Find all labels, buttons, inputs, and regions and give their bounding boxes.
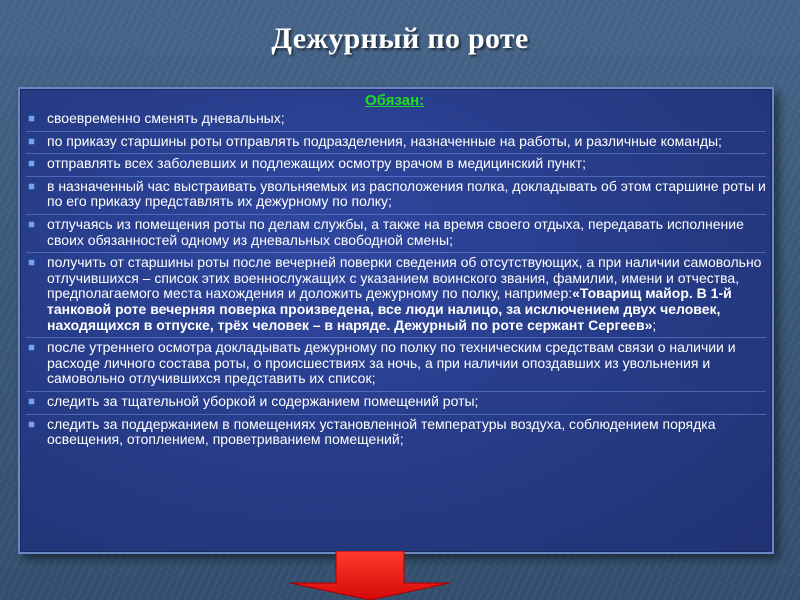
duty-item-2 bbox=[26, 134, 766, 155]
duty-item-text: в назначенный час выстраивать увольняемых из расположения полка, докладывать об этом старшине роты и по его приказу представлять их дежурному по полку; bbox=[47, 177, 766, 210]
square-bullet-icon bbox=[29, 345, 34, 350]
duty-item-text: следить за тщательной уборкой и содержанием помещений роты; bbox=[47, 392, 479, 409]
square-bullet-icon bbox=[29, 184, 34, 189]
duty-item-text: отправлять всех заболевших и подлежащих осмотру врачом в медицинский пункт; bbox=[47, 155, 586, 172]
square-bullet-icon bbox=[29, 260, 34, 265]
duty-item-5 bbox=[26, 217, 766, 253]
duty-list bbox=[26, 111, 766, 454]
duty-item-tail: ; bbox=[652, 316, 657, 333]
down-arrow-icon[interactable] bbox=[288, 551, 452, 600]
duty-item-6 bbox=[26, 255, 766, 338]
duty-item-text: получить от старшины роты после вечерней поверки сведения об отсутствующих, а при наличии самовольно отлучившихся – список этих военнослужащих с указанием воинского звания, фамилии, имени и отчества, предполагаемого места нахождения и доложить дежурному по полку, например: bbox=[47, 254, 762, 302]
slide-title: Дежурный по роте bbox=[271, 22, 529, 55]
duty-item-4 bbox=[26, 179, 766, 215]
duty-item-3 bbox=[26, 156, 766, 177]
content-panel bbox=[18, 87, 774, 554]
square-bullet-icon bbox=[29, 222, 34, 227]
duty-item-1 bbox=[26, 111, 766, 132]
duty-item-text: после утреннего осмотра докладывать дежурному по полку по техническим средствам связи о наличии и расходе личного состава роты, о происшествиях за ночь, а при наличии опоздавших из увольнения и самовольно отлучившихся представить их список; bbox=[47, 339, 736, 387]
square-bullet-icon bbox=[29, 116, 34, 121]
duty-item-text: своевременно сменять дневальных; bbox=[47, 110, 285, 126]
obliged-heading: Обязан: bbox=[365, 92, 425, 109]
duty-item-9 bbox=[26, 417, 766, 452]
square-bullet-icon bbox=[29, 161, 34, 166]
duty-item-7 bbox=[26, 340, 766, 392]
report-example-quote: «Товарищ майор. В 1-й танковой роте вечерняя поверка произведена, все люди налицо, за исключением двух человек, находящихся в отпуске, трёх человек – в наряде. Дежурный по роте сержант Сергеев» bbox=[47, 285, 732, 333]
duty-item-8 bbox=[26, 394, 766, 415]
square-bullet-icon bbox=[29, 139, 34, 144]
square-bullet-icon bbox=[29, 422, 34, 427]
square-bullet-icon bbox=[29, 399, 34, 404]
duty-item-text: следить за поддержанием в помещениях установленной температуры воздуха, соблюдением порядка освещения, отоплением, проветриванием помещений; bbox=[47, 415, 716, 448]
duty-item-text: по приказу старшины роты отправлять подразделения, назначенные на работы, и различные команды; bbox=[47, 132, 722, 149]
duty-item-text: отлучаясь из помещения роты по делам службы, а также на время своего отдыха, передавать исполнение своих обязанностей одному из дневальных свободной смены; bbox=[47, 215, 744, 248]
